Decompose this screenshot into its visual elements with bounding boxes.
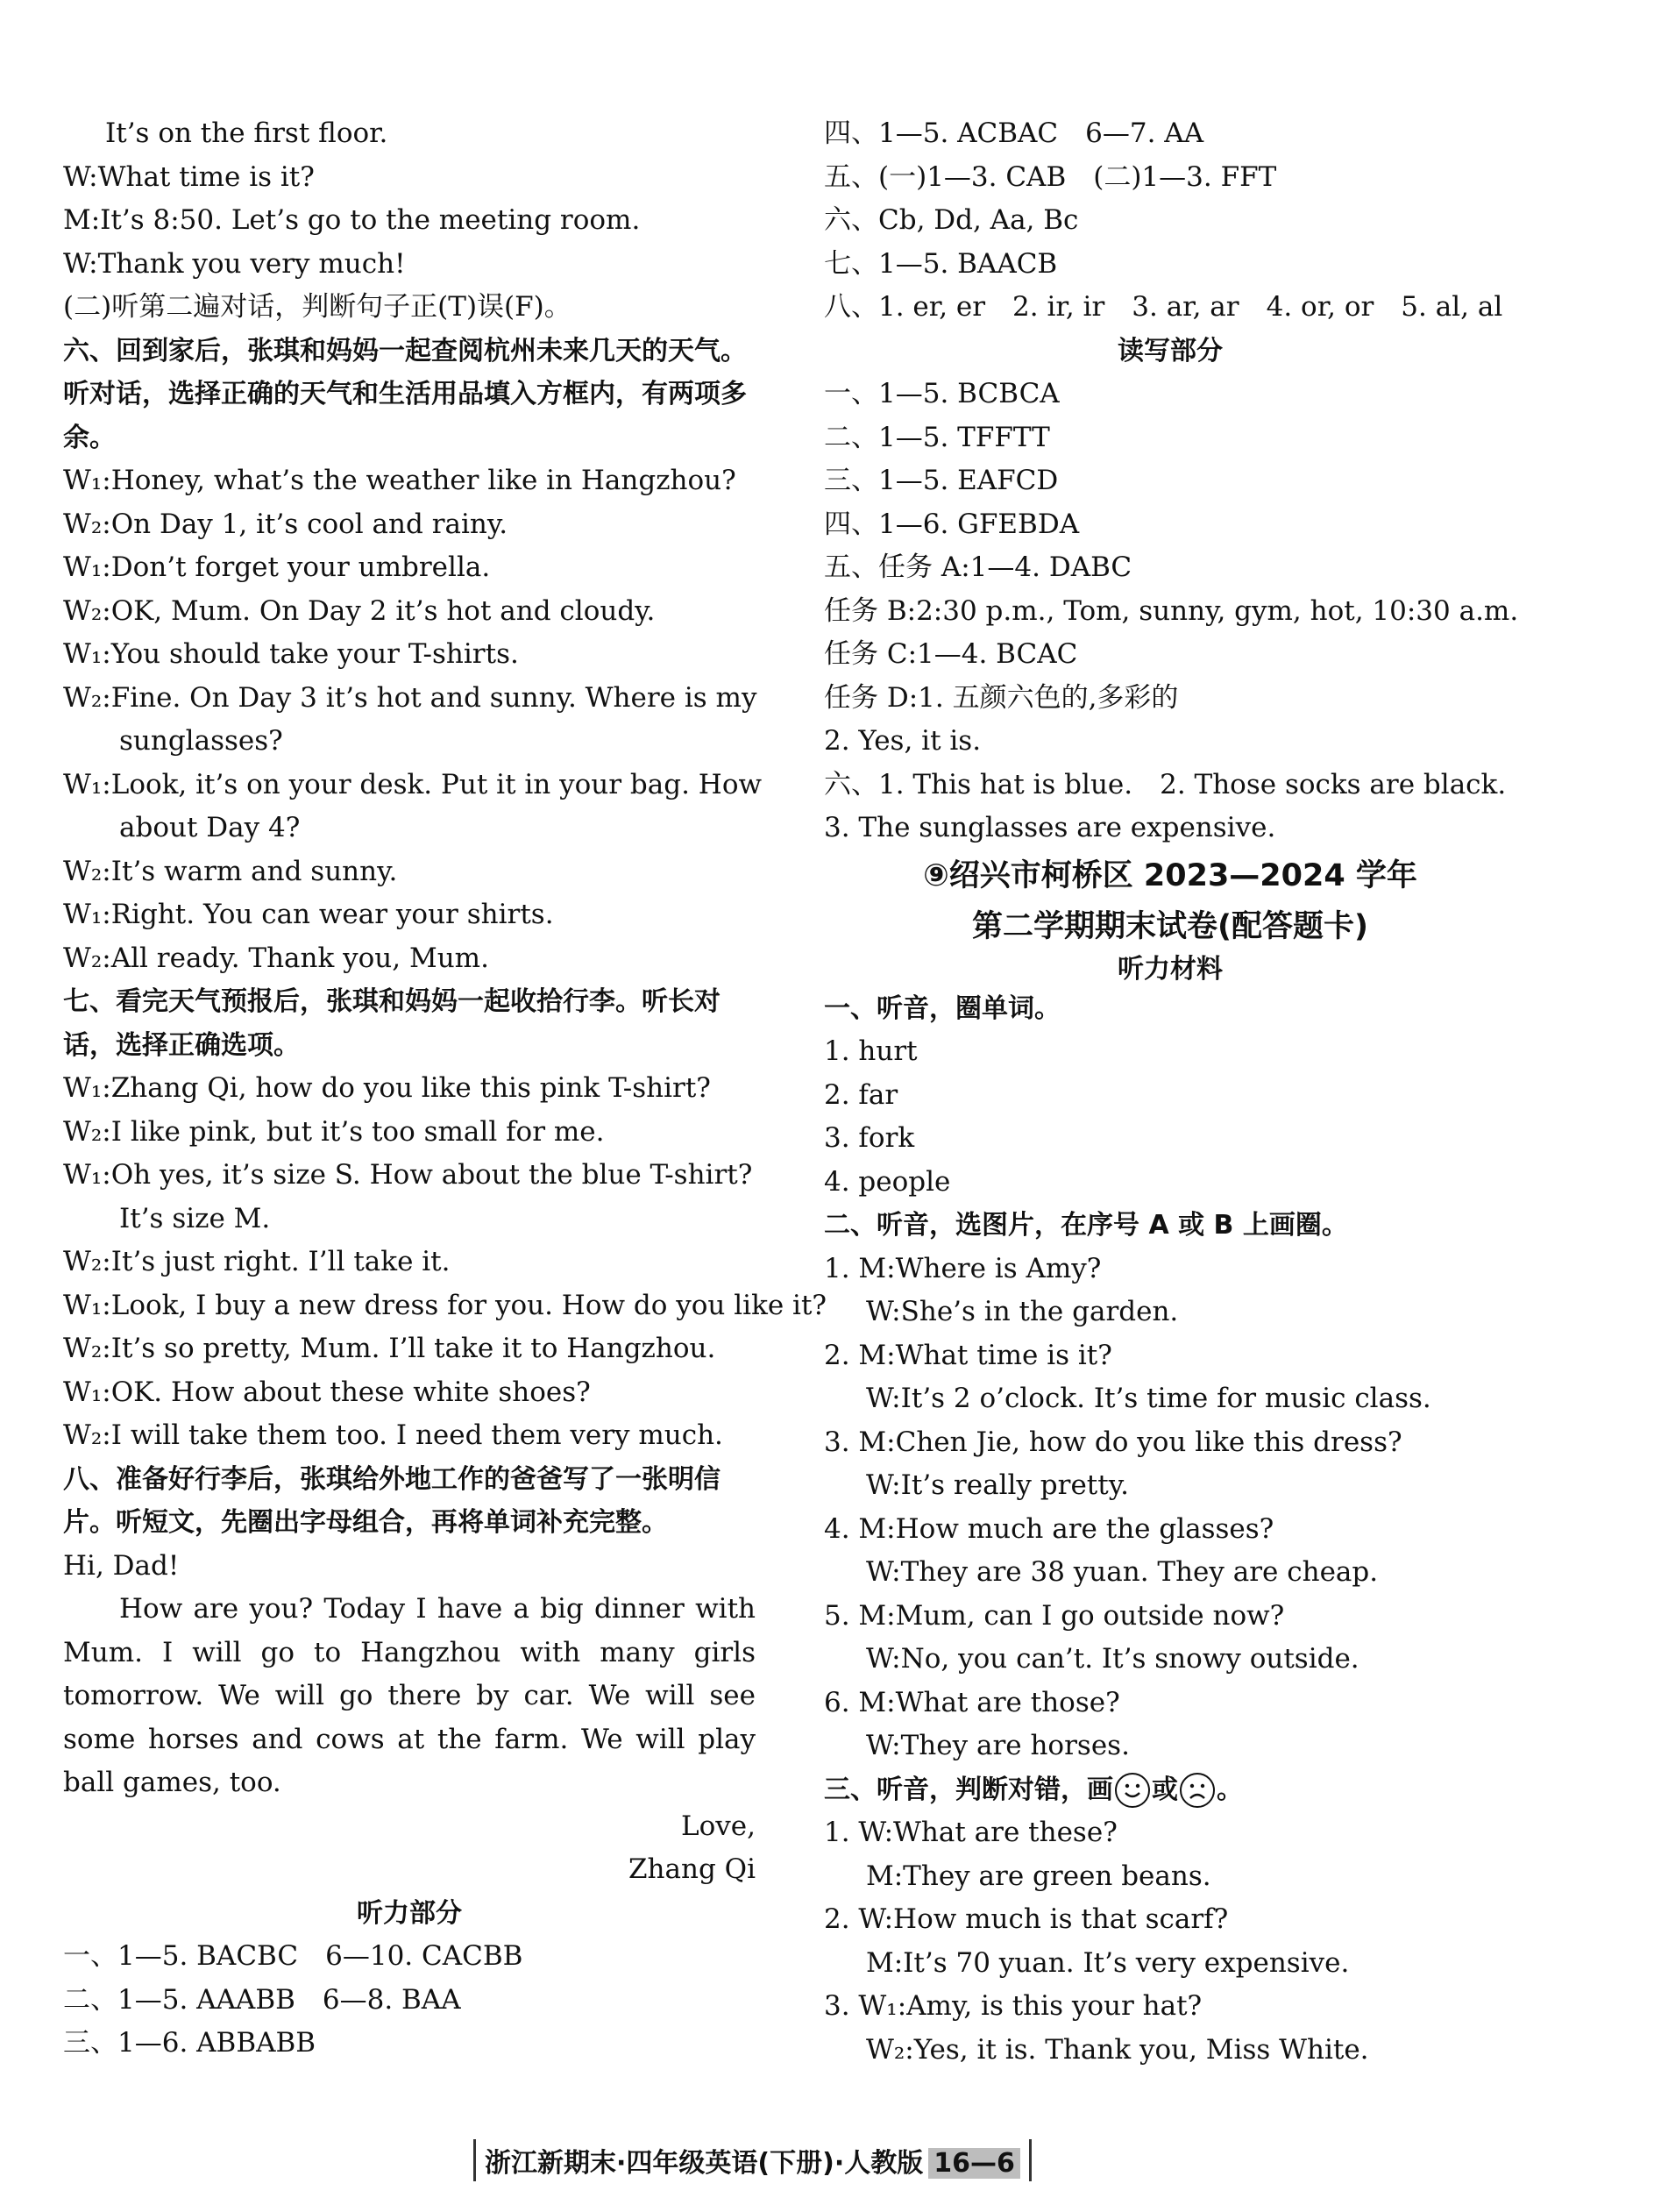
letter-signature: Zhang Qi [628, 1853, 756, 1885]
answer-line: 二、1—5. AAABB 6—8. BAA [63, 1983, 461, 2016]
listening-section-title: 听力部分 [357, 1897, 462, 1929]
answer-line: 任务 B:2:30 p.m., Tom, sunny, gym, hot, 10:30 a.m. [824, 594, 1519, 627]
dialogue-line: W₂:I will take them too. I need them very much. [63, 1419, 723, 1451]
dialogue-line: W:They are 38 yuan. They are cheap. [866, 1556, 1379, 1588]
answer-line: 一、1—5. BACBC 6—10. CACBB [63, 1940, 523, 1972]
question-7-heading: 七、看完天气预报后，张琪和妈妈一起收拾行李。听长对话，选择正确选项。 [63, 986, 721, 1061]
dialogue-line: W₁:Look, I buy a new dress for you. How do you like it? [63, 1289, 827, 1321]
dialogue-line: W₁:OK. How about these white shoes? [63, 1376, 591, 1408]
dialogue-line: W₂:Yes, it is. Thank you, Miss White. [866, 2033, 1369, 2066]
dialogue-line: 1. M:Where is Amy? [824, 1252, 1102, 1284]
dialogue-line: It’s on the first floor. [105, 117, 388, 149]
dialogue-line: It’s size M. [119, 1202, 271, 1234]
question-6-heading: 六、回到家后，张琪和妈妈一起查阅杭州未来几天的天气。听对话，选择正确的天气和生活用品填入方框内，有两项多余。 [63, 335, 747, 453]
dialogue-line: about Day 4? [119, 812, 301, 843]
exam-title-line2: 第二学期期末试卷(配答题卡) [972, 908, 1368, 944]
answer-line: 2. Yes, it is. [824, 725, 982, 757]
dialogue-line: W₁:Don’t forget your umbrella. [63, 551, 491, 583]
letter-greeting: Hi, Dad! [63, 1549, 180, 1582]
answer-line: 六、1. This hat is blue. 2. Those socks are black. [824, 768, 1507, 800]
instruction-line: (二)听第二遍对话，判断句子正(T)误(F)。 [63, 291, 571, 323]
answer-line: 七、1—5. BAACB [824, 247, 1058, 280]
letter-closing: Love, [681, 1810, 756, 1842]
dialogue-line: W₁:Honey, what’s the weather like in Hangzhou? [63, 465, 736, 496]
dialogue-line: W₂:OK, Mum. On Day 2 it’s hot and cloudy. [63, 594, 656, 627]
dialogue-line: W₂:It’s so pretty, Mum. I’ll take it to Hangzhou. [63, 1333, 716, 1364]
smiley-face-icon [1115, 1773, 1150, 1808]
section-2-heading: 二、听音，选图片，在序号 A 或 B 上画圈。 [824, 1210, 1348, 1241]
dialogue-line: M:They are green beans. [866, 1860, 1211, 1892]
dialogue-line: W₁:Zhang Qi, how do you like this pink T-shirt? [63, 1072, 711, 1104]
section-1-heading: 一、听音，圈单词。 [824, 992, 1061, 1024]
read-write-section-title: 读写部分 [1118, 335, 1223, 366]
dialogue-line: 1. W:What are these? [824, 1817, 1118, 1848]
dialogue-line: W₂:Fine. On Day 3 it’s hot and sunny. Where is my [63, 681, 757, 714]
dialogue-line: W₁:Oh yes, it’s size S. How about the blue T-shirt? [63, 1159, 753, 1191]
dialogue-line: W:It’s 2 o’clock. It’s time for music class. [866, 1383, 1431, 1414]
list-item: 2. far [824, 1078, 898, 1111]
dialogue-line: W₂:On Day 1, it’s cool and rainy. [63, 508, 508, 540]
answer-line: 四、1—5. ACBAC 6—7. AA [824, 117, 1204, 149]
section-3-heading-mid: 或 [1152, 1774, 1178, 1805]
dialogue-line: W₂:I like pink, but it’s too small for me. [63, 1115, 605, 1148]
answer-line: 三、1—5. EAFCD [824, 465, 1059, 496]
letter-body: How are you? Today I have a big dinner with Mum. I will go to Hangzhou with many girls tomorrow. We will go there by car. We will see some horses and cows at the farm. We will play ball games, too. [63, 1593, 756, 1798]
dialogue-line: 2. M:What time is it? [824, 1339, 1112, 1371]
right-column [824, 112, 1519, 2072]
exam-title-line1: ⑨绍兴市柯桥区 2023—2024 学年 [923, 857, 1417, 893]
answer-line: 三、1—6. ABBABB [63, 2027, 316, 2059]
dialogue-line: 5. M:Mum, can I go outside now? [824, 1599, 1285, 1632]
page-footer [473, 2139, 1032, 2181]
dialogue-line: 4. M:How much are the glasses? [824, 1512, 1274, 1545]
answer-line: 任务 D:1. 五颜六色的,多彩的 [824, 681, 1179, 714]
listening-material-title: 听力材料 [1118, 953, 1223, 985]
dialogue-line: W₂:It’s warm and sunny. [63, 855, 398, 887]
section-3-heading [824, 1768, 1516, 1812]
answer-line: 一、1—5. BCBCA [824, 378, 1060, 409]
answer-line: 五、任务 A:1—4. DABC [824, 551, 1132, 583]
dialogue-line: sunglasses? [119, 725, 283, 757]
answer-line: 二、1—5. TFFTT [824, 421, 1050, 453]
answer-line: 3. The sunglasses are expensive. [824, 812, 1276, 843]
dialogue-line: W:What time is it? [63, 160, 315, 193]
page-number: 16—6 [928, 2148, 1020, 2179]
sad-face-icon [1180, 1773, 1215, 1808]
answer-line: 四、1—6. GFEBDA [824, 508, 1080, 540]
dialogue-line: W₁:You should take your T-shirts. [63, 638, 519, 670]
answer-line: 任务 C:1—4. BCAC [824, 638, 1078, 670]
dialogue-line: W:They are horses. [866, 1730, 1130, 1761]
dialogue-line: 2. W:How much is that scarf? [824, 1903, 1229, 1935]
dialogue-line: M:It’s 8:50. Let’s go to the meeting room. [63, 204, 641, 236]
dialogue-line: 3. M:Chen Jie, how do you like this dress? [824, 1426, 1402, 1458]
dialogue-line: M:It’s 70 yuan. It’s very expensive. [866, 1946, 1350, 1979]
dialogue-line: W:No, you can’t. It’s snowy outside. [866, 1643, 1359, 1675]
dialogue-line: W:It’s really pretty. [866, 1469, 1129, 1501]
list-item: 1. hurt [824, 1035, 918, 1067]
dialogue-line: W:Thank you very much! [63, 247, 406, 280]
list-item: 4. people [824, 1165, 951, 1198]
answer-line: 八、1. er, er 2. ir, ir 3. ar, ar 4. or, or 5. al, al [824, 291, 1503, 323]
dialogue-line: W:She’s in the garden. [866, 1296, 1179, 1327]
answer-line: 六、Cb, Dd, Aa, Bc [824, 204, 1079, 236]
dialogue-line: W₂:All ready. Thank you, Mum. [63, 942, 489, 974]
section-3-heading-prefix: 三、听音，判断对错，画 [824, 1774, 1113, 1805]
left-column [63, 112, 827, 2066]
question-8-heading: 八、准备好行李后，张琪给外地工作的爸爸写了一张明信片。听短文，先圈出字母组合，再将单词补充完整。 [63, 1463, 721, 1538]
section-3-heading-suffix: 。 [1217, 1774, 1243, 1805]
dialogue-line: 3. W₁:Amy, is this your hat? [824, 1990, 1203, 2022]
dialogue-line: W₁:Look, it’s on your desk. Put it in your bag. How [63, 768, 763, 800]
footer-book-title: 浙江新期末·四年级英语(下册)·人教版 [485, 2148, 924, 2179]
answer-line: 五、(一)1—3. CAB (二)1—3. FFT [824, 160, 1277, 193]
dialogue-line: W₁:Right. You can wear your shirts. [63, 899, 554, 930]
list-item: 3. fork [824, 1122, 915, 1154]
dialogue-line: 6. M:What are those? [824, 1686, 1120, 1718]
dialogue-line: W₂:It’s just right. I’ll take it. [63, 1246, 451, 1277]
